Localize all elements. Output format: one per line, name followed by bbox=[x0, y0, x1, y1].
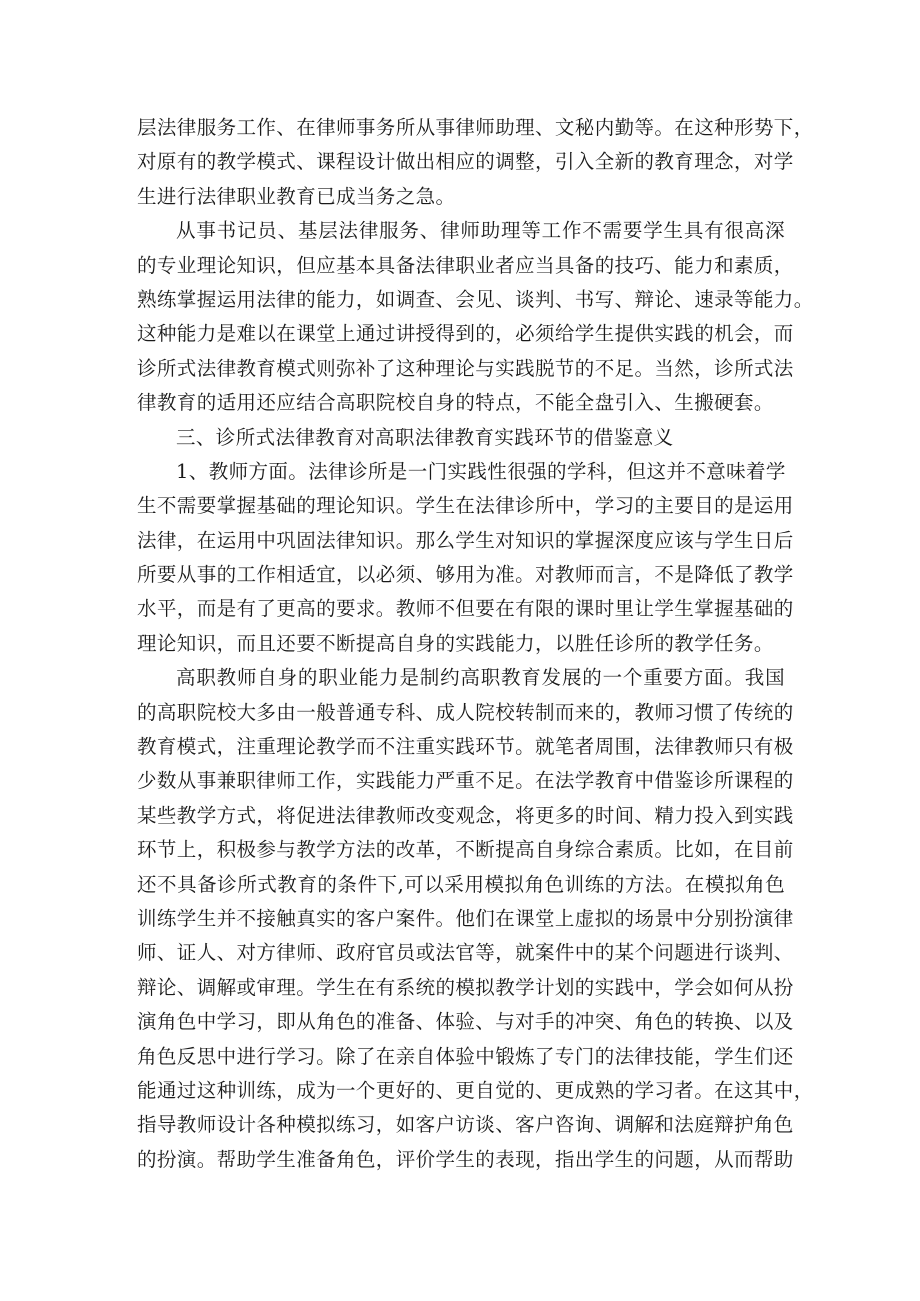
text-line: 从事书记员、基层法律服务、律师助理等工作不需要学生具有很高深 bbox=[176, 219, 785, 243]
text-line: 高职教师自身的职业能力是制约高职教育发展的一个重要方面。我国 bbox=[176, 666, 785, 690]
text-line: 对原有的教学模式、课程设计做出相应的调整，引入全新的教育理念，对学 bbox=[137, 150, 794, 174]
document-body bbox=[137, 111, 814, 1177]
text-line: 训练学生并不接触真实的客户案件。他们在课堂上虚拟的场景中分别扮演律 bbox=[137, 906, 794, 930]
text-line: 法律，在运用中巩固法律知识。那么学生对知识的掌握深度应该与学生日后 bbox=[137, 528, 794, 552]
text-line: 辩论、调解或审理。学生在有系统的模拟教学计划的实践中，学会如何从扮 bbox=[137, 975, 794, 999]
paragraph bbox=[137, 661, 814, 1177]
text-line: 某些教学方式，将促进法律教师改变观念，将更多的时间、精力投入到实践 bbox=[137, 803, 794, 827]
text-line: 三、诊所式法律教育对高职法律教育实践环节的借鉴意义 bbox=[176, 425, 674, 449]
text-line: 1、教师方面。法律诊所是一门实践性很强的学科，但这并不意味着学 bbox=[176, 459, 786, 483]
text-line: 师、证人、对方律师、政府官员或法官等，就案件中的某个问题进行谈判、 bbox=[137, 941, 794, 965]
text-line: 环节上，积极参与教学方法的改革，不断提高自身综合素质。比如，在目前 bbox=[137, 838, 794, 862]
text-line: 少数从事兼职律师工作，实践能力严重不足。在法学教育中借鉴诊所课程的 bbox=[137, 769, 794, 793]
text-line: 能通过这种训练，成为一个更好的、更自觉的、更成熟的学习者。在这其中， bbox=[137, 1078, 814, 1102]
paragraph bbox=[137, 455, 794, 661]
text-line: 生进行法律职业教育已成当务之急。 bbox=[137, 184, 456, 208]
paragraph bbox=[137, 421, 785, 455]
text-line: 生不需要掌握基础的理论知识。学生在法律诊所中，学习的主要目的是运用 bbox=[137, 494, 794, 518]
text-line: 的专业理论知识，但应基本具备法律职业者应当具备的技巧、能力和素质， bbox=[137, 253, 794, 277]
text-line: 的扮演。帮助学生准备角色，评价学生的表现，指出学生的问题，从而帮助 bbox=[137, 1147, 794, 1171]
text-line: 的高职院校大多由一般普通专科、成人院校转制而来的，教师习惯了传统的 bbox=[137, 700, 794, 724]
text-line: 指导教师设计各种模拟练习，如客户访谈、客户咨询、调解和法庭辩护角色 bbox=[137, 1113, 794, 1137]
paragraph bbox=[137, 214, 814, 420]
text-line: 水平，而是有了更高的要求。教师不但要在有限的课时里让学生掌握基础的 bbox=[137, 597, 794, 621]
text-line: 角色反思中进行学习。除了在亲自体验中锻炼了专门的法律技能，学生们还 bbox=[137, 1044, 794, 1068]
paragraph bbox=[137, 111, 814, 214]
text-line: 律教育的适用还应结合高职院校自身的特点，不能全盘引入、生搬硬套。 bbox=[137, 391, 774, 415]
text-line: 还不具备诊所式教育的条件下,可以采用模拟角色训练的方法。在模拟角色 bbox=[137, 872, 785, 896]
text-line: 这种能力是难以在课堂上通过讲授得到的，必须给学生提供实践的机会，而 bbox=[137, 322, 794, 346]
text-line: 所要从事的工作相适宜，以必须、够用为准。对教师而言，不是降低了教学 bbox=[137, 563, 794, 587]
text-line: 教育模式，注重理论教学而不注重实践环节。就笔者周围，法律教师只有极 bbox=[137, 735, 794, 759]
text-line: 诊所式法律教育模式则弥补了这种理论与实践脱节的不足。当然，诊所式法 bbox=[137, 356, 794, 380]
text-line: 熟练掌握运用法律的能力，如调查、会见、谈判、书写、辩论、速录等能力。 bbox=[137, 287, 814, 311]
text-line: 层法律服务工作、在律师事务所从事律师助理、文秘内勤等。在这种形势下， bbox=[137, 116, 814, 139]
text-line: 演角色中学习，即从角色的准备、体验、与对手的冲突、角色的转换、以及 bbox=[137, 1010, 794, 1034]
text-line: 理论知识，而且还要不断提高自身的实践能力，以胜任诊所的教学任务。 bbox=[137, 631, 774, 655]
